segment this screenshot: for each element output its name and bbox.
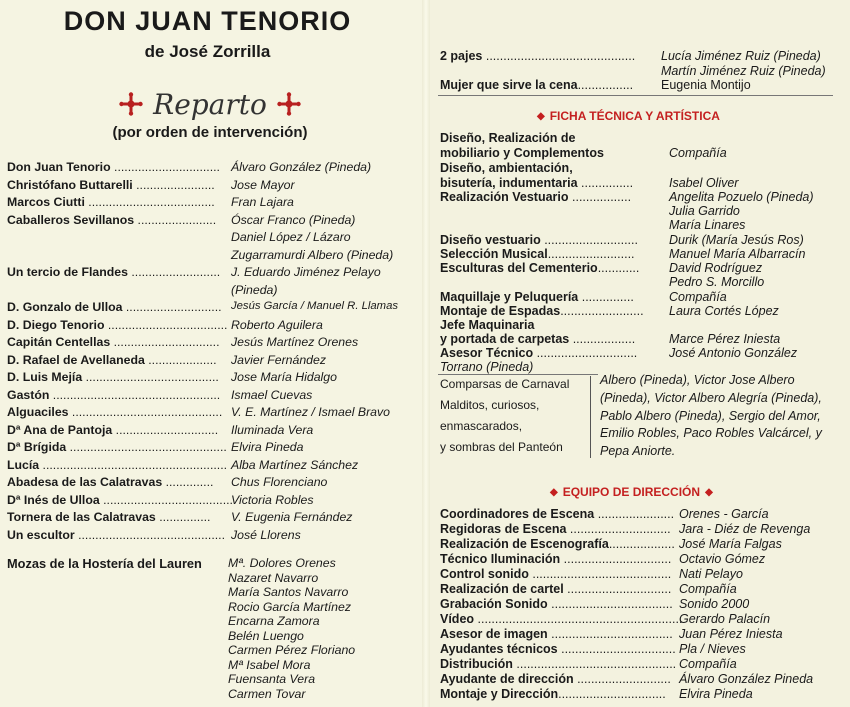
cast-actor: Ismael Cuevas [231, 387, 313, 402]
cast-row [7, 458, 417, 476]
cast-role: Don Juan Tenorio ............................... [7, 160, 220, 174]
ficha-value: David Rodríguez [669, 261, 763, 275]
cast-row [7, 178, 417, 196]
ficha-value: Compañía [669, 146, 727, 160]
equipo-value: Jara - Diéz de Revenga [679, 522, 811, 536]
pajes-actor: Lucía Jiménez Ruiz (Pineda) [661, 49, 821, 63]
cast-row [7, 195, 417, 213]
ficha-value: Laura Cortés López [669, 304, 779, 318]
reparto-heading [100, 86, 320, 122]
equipo-row: Grabación Sonido ................................... [440, 597, 673, 611]
ficha-torrano: Torrano (Pineda) [440, 360, 534, 374]
cast-row [7, 528, 417, 546]
cast-actor: Álvaro González (Pineda) [231, 160, 372, 174]
ficha-row: Diseño, Realización de [440, 131, 576, 145]
cast-role: Lucía ...................................................... [7, 457, 228, 472]
cast-row [7, 405, 417, 423]
equipo-heading: ◆ EQUIPO DE DIRECCIÓN ◆ [550, 485, 713, 499]
pajes-row: 2 pajes ........................................... [440, 49, 636, 63]
cast-role: Alguaciles ............................................ [7, 405, 223, 419]
cast-row [7, 160, 417, 178]
cast-role: Marcos Ciutti ..................................... [7, 195, 215, 209]
mozas-actor: Encarna Zamora [228, 614, 320, 628]
cast-actor: Alba Martínez Sánchez [231, 457, 359, 472]
mujer-actor: Eugenia Montijo [661, 78, 751, 92]
page-gutter [422, 0, 430, 707]
mozas-actor: Nazaret Navarro [228, 570, 319, 585]
equipo-value: Gerardo Palacín [679, 612, 771, 626]
cast-row [7, 388, 417, 406]
ficha-value: Manuel María Albarracín [669, 247, 806, 261]
equipo-value: José María Falgas [679, 537, 782, 551]
diamond-icon: ◆ [705, 486, 713, 498]
cast-row [7, 370, 417, 388]
equipo-row: Ayudante de dirección ........................... [440, 672, 671, 686]
cast-actor: Roberto Aguilera [231, 317, 323, 332]
equipo-row: Realización de Escenografía................... [440, 537, 675, 551]
cast-role: Dª Brígida .............................................. [7, 440, 227, 454]
cast-role: D. Gonzalo de Ulloa ............................ [7, 300, 222, 314]
cast-row [7, 283, 417, 301]
cast-role: Un escultor ........................................... [7, 527, 225, 542]
ficha-row: Asesor Técnico ............................. [440, 346, 638, 360]
cast-actor: Daniel López / Lázaro [231, 230, 351, 244]
equipo-value: Pla / Nieves [679, 642, 746, 656]
equipo-value: Álvaro González Pineda [679, 672, 814, 686]
cast-row [7, 475, 417, 493]
cast-row [7, 353, 417, 371]
section-divider [438, 95, 833, 96]
cross-ornament-icon [119, 92, 143, 116]
cast-row [7, 493, 417, 511]
cast-row [7, 440, 417, 458]
mozas-actor: Carmen Pérez Floriano [228, 643, 356, 657]
ficha-row: Montaje de Espadas........................ [440, 304, 644, 318]
mozas-actor: Fuensanta Vera [228, 672, 316, 686]
cast-actor: José Llorens [231, 527, 301, 542]
cast-row [7, 248, 417, 266]
cast-actor: Chus Florenciano [231, 475, 328, 489]
comparsas-labels: Comparsas de Carnaval Malditos, curiosos, enmascarados, y sombras del Panteón [440, 377, 570, 454]
cast-role: Dª Ana de Pantoja .............................. [7, 422, 219, 437]
cast-actor: J. Eduardo Jiménez Pelayo [231, 265, 381, 279]
cast-role: Christófano Buttarelli ....................... [7, 177, 215, 192]
comparsas-vdivider [590, 376, 591, 458]
equipo-row: Asesor de imagen ................................... [440, 627, 673, 641]
equipo-value: Elvira Pineda [679, 687, 753, 701]
ficha-row: Maquillaje y Peluquería ............... [440, 290, 634, 304]
ficha-value: Isabel Oliver [669, 176, 739, 190]
cast-role: Un tercio de Flandes .......................... [7, 265, 221, 279]
mozas-row [7, 556, 417, 574]
cast-row [7, 318, 417, 336]
cast-row [7, 300, 417, 318]
cast-row [7, 230, 417, 248]
cast-row [7, 510, 417, 528]
diamond-icon: ◆ [537, 110, 545, 122]
cast-role: D. Diego Tenorio ................................... [7, 317, 228, 332]
equipo-row: Técnico Iluminación ............................... [440, 552, 672, 566]
ficha-row: Diseño, ambientación, [440, 161, 573, 175]
mujer-row: Mujer que sirve la cena................ [440, 78, 634, 92]
cast-row [7, 423, 417, 441]
cast-actor: V. E. Martínez / Ismael Bravo [231, 405, 391, 419]
ficha-value: Marce Pérez Iniesta [669, 332, 781, 346]
equipo-row: Realización de cartel .............................. [440, 582, 672, 596]
cast-role: Dª Inés de Ulloa ...................................... [7, 492, 233, 507]
cast-actor: Óscar Franco (Pineda) [231, 212, 356, 227]
reparto-title: Reparto [153, 87, 267, 121]
equipo-row: Control sonido ........................................ [440, 567, 672, 581]
ficha-value: Julia Garrido [669, 204, 740, 218]
cast-row [7, 335, 417, 353]
equipo-value: Octavio Gómez [679, 552, 766, 566]
ficha-value: Durik (María Jesús Ros) [669, 233, 804, 247]
equipo-value: Juan Pérez Iniesta [679, 627, 783, 641]
mozas-actor: Belén Luengo [228, 628, 304, 643]
mozas-actor: Rocio García Martínez [228, 599, 352, 614]
cast-row [7, 213, 417, 231]
ficha-value: María Linares [669, 218, 746, 232]
equipo-row: Coordinadores de Escena ...................... [440, 507, 675, 521]
cast-actor: Jose María Hidalgo [231, 370, 337, 384]
cast-actor: Jose Mayor [231, 177, 295, 192]
cast-actor: Fran Lajara [231, 195, 294, 209]
cast-role: Tornera de las Calatravas ............... [7, 510, 211, 524]
mozas-actor: Carmen Tovar [228, 686, 306, 701]
pajes-actor: Martín Jiménez Ruiz (Pineda) [661, 64, 826, 78]
ficha-row: Jefe Maquinaria [440, 318, 535, 332]
cast-role: D. Rafael de Avellaneda .................... [7, 352, 217, 367]
equipo-row: Regidoras de Escena ............................. [440, 522, 671, 536]
equipo-value: Compañía [679, 582, 737, 596]
mozas-role: Mozas de la Hostería del Lauren [7, 556, 202, 571]
comparsas-divider [438, 374, 598, 375]
cast-actor: (Pineda) [231, 282, 278, 297]
ficha-value: Compañía [669, 290, 727, 304]
order-note: (por orden de intervención) [112, 124, 308, 141]
mozas-actor: Mª Isabel Mora [228, 657, 311, 672]
cast-actor: V. Eugenia Fernández [231, 510, 353, 524]
ficha-value: Pedro S. Morcillo [669, 275, 765, 289]
cast-role: Caballeros Sevillanos ....................... [7, 212, 217, 227]
cast-role: Capitán Centellas ............................... [7, 335, 220, 349]
equipo-value: Compañía [679, 657, 737, 671]
cast-actor: Zugarramurdi Albero (Pineda) [231, 247, 394, 262]
equipo-row: Distribución .............................................. [440, 657, 677, 671]
ficha-row: Realización Vestuario ................. [440, 190, 632, 204]
cast-actor: Victoria Robles [231, 492, 314, 507]
cast-actor: Elvira Pineda [231, 440, 304, 454]
cast-row [7, 265, 417, 283]
ficha-row: bisutería, indumentaria ............... [440, 176, 634, 190]
equipo-value: Sonido 2000 [679, 597, 750, 611]
mozas-actor: Mª. Dolores Orenes [228, 556, 336, 570]
cast-actor: Jesús García / Manuel R. Llamas [231, 300, 399, 312]
ficha-heading: ◆ FICHA TÉCNICA Y ARTÍSTICA [537, 109, 720, 123]
play-author: de José Zorrilla [144, 42, 271, 61]
cast-actor: Jesús Martínez Orenes [231, 335, 359, 349]
equipo-row: Vídeo ........................................................... [440, 612, 683, 626]
equipo-value: Nati Pelayo [679, 567, 743, 581]
ficha-value: Angelita Pozuelo (Pineda) [669, 190, 814, 204]
cast-actor: Iluminada Vera [231, 422, 314, 437]
ficha-row: Diseño vestuario ........................... [440, 233, 638, 247]
ficha-row: Selección Musical......................... [440, 247, 635, 261]
ficha-row: y portada de carpetas .................. [440, 332, 636, 346]
equipo-row: Ayudantes técnicos ................................. [440, 642, 676, 656]
equipo-value: Orenes - García [679, 507, 769, 521]
ficha-value: José Antonio González [669, 346, 798, 360]
cast-role: Gastón ................................................. [7, 387, 221, 402]
diamond-icon: ◆ [550, 486, 558, 498]
mozas-actor: María Santos Navarro [228, 585, 349, 599]
play-title: DON JUAN TENORIO [63, 6, 352, 36]
ficha-row: mobiliario y Complementos [440, 146, 604, 160]
cast-actor: Javier Fernández [231, 352, 327, 367]
cast-role: D. Luis Mejía ....................................... [7, 370, 219, 384]
ficha-row: Esculturas del Cementerio............ [440, 261, 640, 275]
equipo-row: Montaje y Dirección............................... [440, 687, 666, 701]
cast-role: Abadesa de las Calatravas .............. [7, 475, 214, 489]
comparsas-names: Albero (Pineda), Victor Jose Albero (Pineda), Victor Albero Alegría (Pineda), Pablo Albero (Pineda), Sergio del Amor, Emilio Robles, Paco Robles Valcárcel, y Pepa Aniorte. [600, 373, 822, 459]
cross-ornament-icon [277, 92, 301, 116]
